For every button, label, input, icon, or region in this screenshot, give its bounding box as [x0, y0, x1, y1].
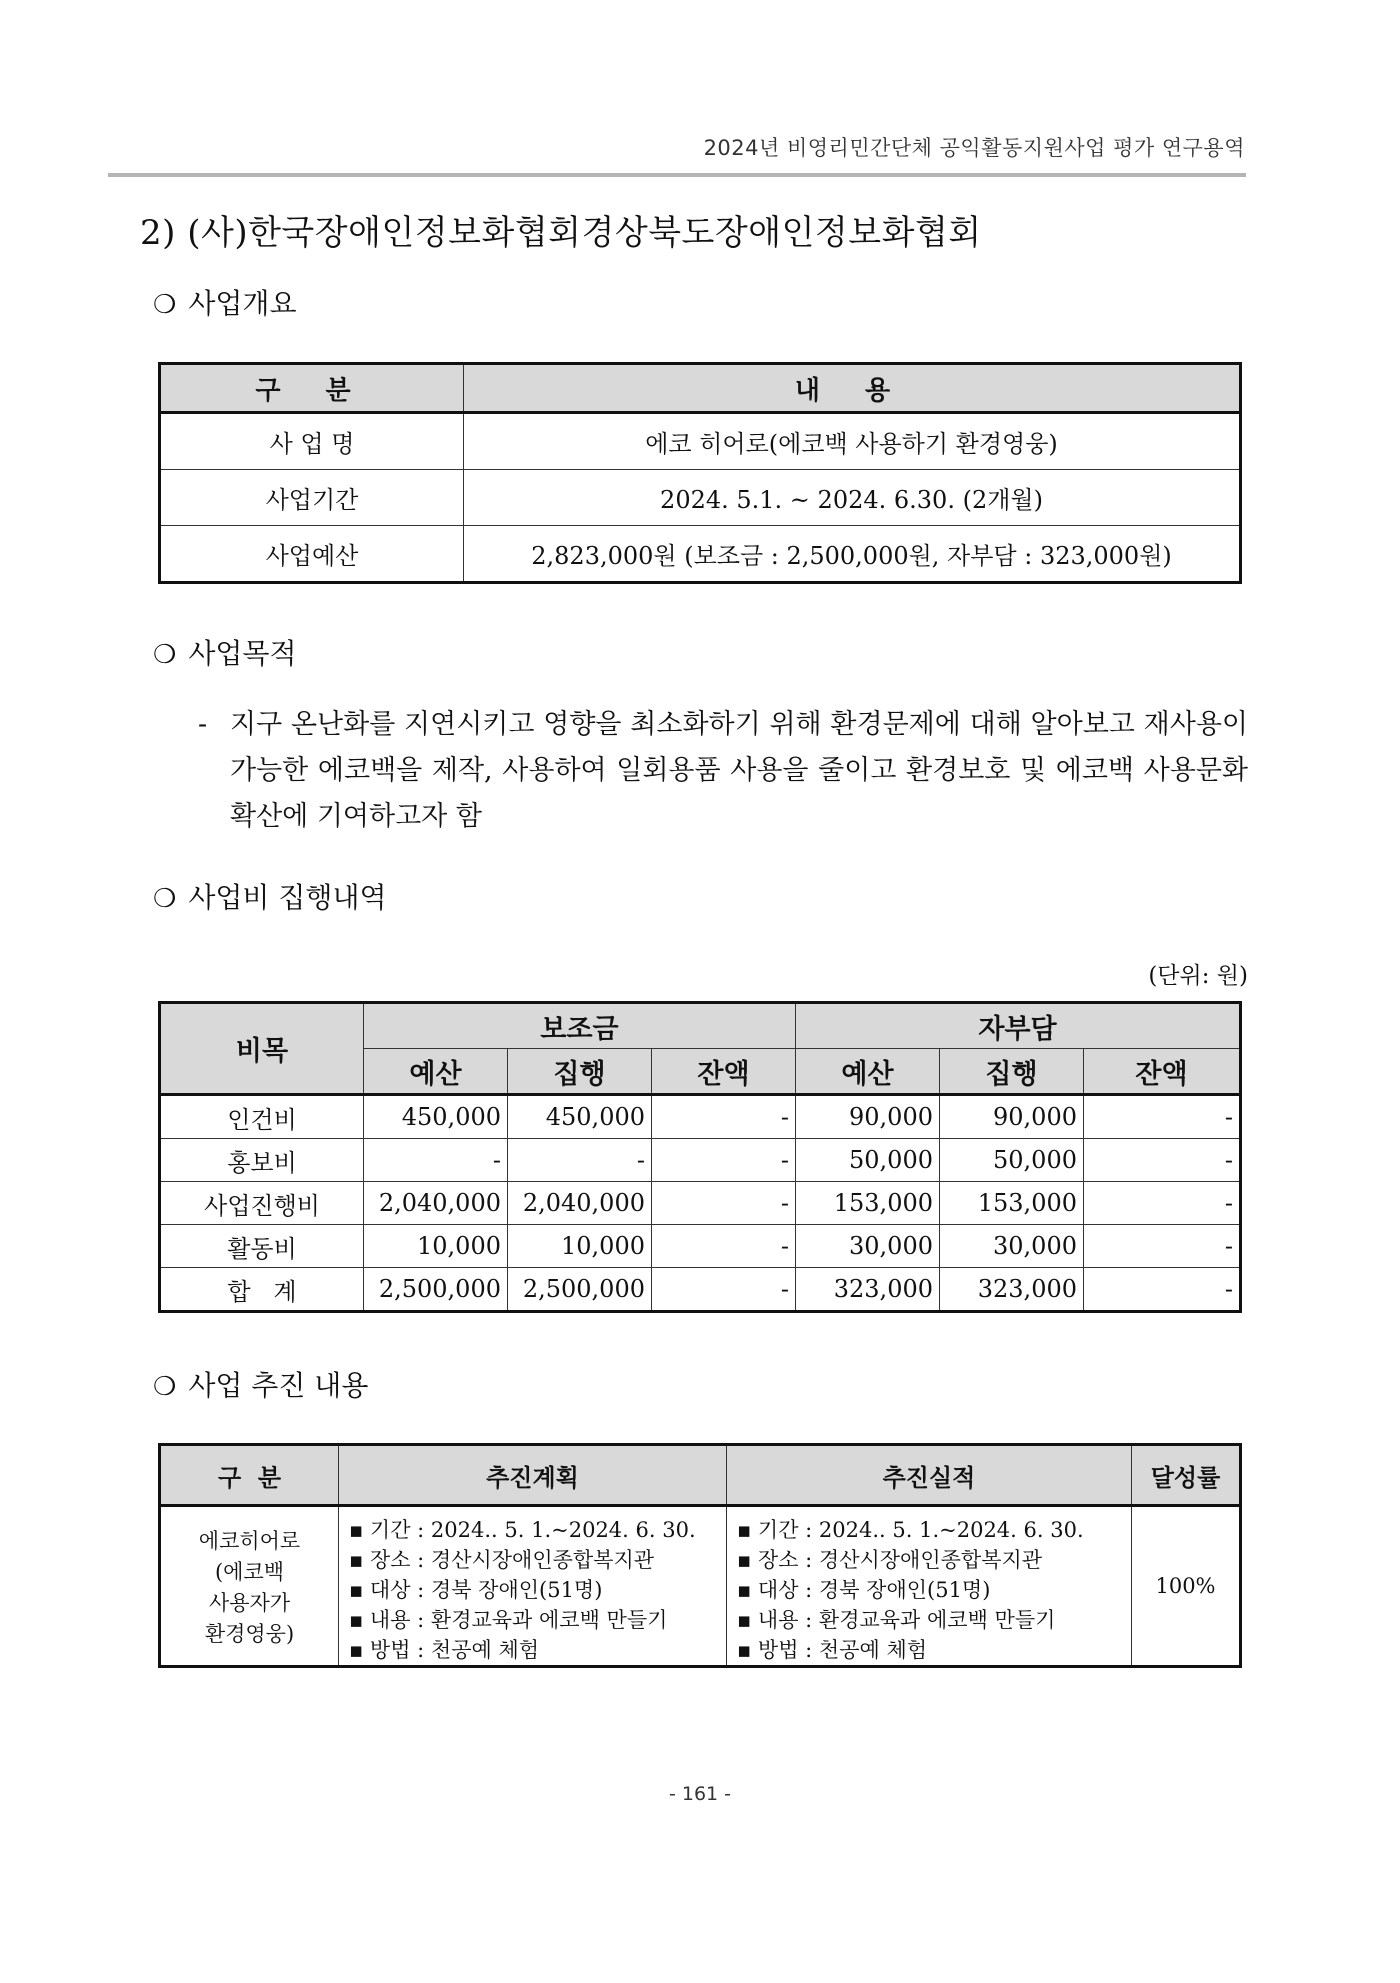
table-row — [160, 470, 1241, 526]
circle-bullet-icon: ❍ — [153, 640, 177, 670]
purpose-heading-text: 사업목적 — [188, 637, 297, 670]
overview-heading-text: 사업개요 — [188, 287, 297, 320]
table-cell: 2,500,000 — [508, 1268, 652, 1312]
expenses-heading — [153, 876, 387, 916]
progress-category-line: 사용자가 — [208, 1591, 291, 1615]
circle-bullet-icon: ❍ — [153, 290, 177, 320]
table-cell: 450,000 — [508, 1095, 652, 1139]
table-cell: - — [652, 1095, 796, 1139]
progress-result-line: ▪ 장소 : 경산시장애인종합복지관 — [737, 1548, 1043, 1572]
progress-category-line: 에코히어로 — [198, 1529, 301, 1553]
table-row — [160, 526, 1241, 583]
table-row — [160, 1095, 1241, 1139]
table-row — [160, 1139, 1241, 1182]
progress-heading — [153, 1364, 368, 1404]
table-cell: 2,500,000 — [364, 1268, 508, 1312]
progress-col-header-result: 추진실적 — [727, 1445, 1132, 1506]
table-cell: - — [1084, 1182, 1241, 1225]
table-cell: - — [1084, 1225, 1241, 1268]
unit-note: (단위: 원) — [1148, 963, 1248, 989]
purpose-text: 지구 온난화를 지연시키고 영향을 최소화하기 위해 환경문제에 대해 알아보고 재사용이 가능한 에코백을 제작, 사용하여 일회용품 사용을 줄이고 환경보호 및 에코백 사용문화 확산에 기여하고자 함 — [230, 709, 1248, 832]
progress-col-header-plan: 추진계획 — [339, 1445, 727, 1506]
table-cell: - — [652, 1182, 796, 1225]
circle-bullet-icon: ❍ — [153, 1372, 177, 1402]
overview-row-label: 사업기간 — [160, 470, 464, 526]
table-cell: 10,000 — [508, 1225, 652, 1268]
table-cell: 50,000 — [940, 1139, 1084, 1182]
table-cell: 90,000 — [796, 1095, 940, 1139]
expenses-item: 사업진행비 — [160, 1182, 364, 1225]
expenses-sub-header: 집행 — [508, 1049, 652, 1095]
overview-row-label: 사업예산 — [160, 526, 464, 583]
table-cell: - — [508, 1139, 652, 1182]
overview-heading — [153, 282, 297, 322]
table-cell: 30,000 — [796, 1225, 940, 1268]
progress-col-header-category: 구 분 — [160, 1445, 339, 1506]
purpose-paragraph — [198, 702, 1248, 840]
overview-row-value: 2024. 5.1. ~ 2024. 6.30. (2개월) — [464, 470, 1241, 526]
expenses-item: 홍보비 — [160, 1139, 364, 1182]
progress-col-header-rate: 달성률 — [1132, 1445, 1241, 1506]
expenses-group-header-subsidy: 보조금 — [364, 1003, 796, 1049]
table-cell: 90,000 — [940, 1095, 1084, 1139]
expenses-sub-header: 집행 — [940, 1049, 1084, 1095]
table-cell: - — [364, 1139, 508, 1182]
header-rule — [108, 173, 1246, 177]
progress-category — [160, 1506, 339, 1667]
dash-bullet: - — [198, 709, 208, 740]
progress-plan-line: ▪ 내용 : 환경교육과 에코백 만들기 — [349, 1608, 668, 1632]
table-cell: - — [1084, 1095, 1241, 1139]
circle-bullet-icon: ❍ — [153, 884, 177, 914]
section-title: 2) (사)한국장애인정보화협회경상북도장애인정보화협회 — [140, 213, 982, 253]
progress-result-line: ▪ 기간 : 2024.. 5. 1.~2024. 6. 30. — [737, 1518, 1084, 1542]
table-row — [160, 1506, 1241, 1667]
table-row — [160, 1182, 1241, 1225]
table-cell: 323,000 — [940, 1268, 1084, 1312]
table-cell: - — [1084, 1268, 1241, 1312]
progress-table — [158, 1443, 1242, 1668]
table-cell: 10,000 — [364, 1225, 508, 1268]
expenses-heading-text: 사업비 집행내역 — [188, 881, 387, 914]
table-cell: 2,040,000 — [508, 1182, 652, 1225]
progress-result-line: ▪ 대상 : 경북 장애인(51명) — [737, 1578, 991, 1602]
progress-result — [727, 1506, 1132, 1667]
table-row — [160, 413, 1241, 470]
expenses-item: 인건비 — [160, 1095, 364, 1139]
table-cell: 30,000 — [940, 1225, 1084, 1268]
expenses-sub-header: 예산 — [364, 1049, 508, 1095]
table-row — [160, 1225, 1241, 1268]
table-cell: 450,000 — [364, 1095, 508, 1139]
overview-table — [158, 362, 1242, 584]
progress-rate: 100% — [1132, 1506, 1241, 1667]
table-cell: 153,000 — [940, 1182, 1084, 1225]
running-header: 2024년 비영리민간단체 공익활동지원사업 평가 연구용역 — [703, 136, 1245, 160]
expenses-item: 합 계 — [160, 1268, 364, 1312]
progress-plan-line: ▪ 기간 : 2024.. 5. 1.~2024. 6. 30. — [349, 1518, 696, 1542]
overview-row-label: 사 업 명 — [160, 413, 464, 470]
progress-plan-line: ▪ 장소 : 경산시장애인종합복지관 — [349, 1548, 655, 1572]
table-row-total — [160, 1268, 1241, 1312]
expenses-sub-header: 잔액 — [1084, 1049, 1241, 1095]
progress-category-line: (에코백 — [214, 1560, 285, 1584]
overview-col-header-content: 내 용 — [464, 364, 1241, 413]
expenses-sub-header: 예산 — [796, 1049, 940, 1095]
overview-row-value: 2,823,000원 (보조금 : 2,500,000원, 자부담 : 323,000원) — [464, 526, 1241, 583]
table-cell: 50,000 — [796, 1139, 940, 1182]
expenses-sub-header: 잔액 — [652, 1049, 796, 1095]
table-cell: - — [652, 1225, 796, 1268]
table-cell: 323,000 — [796, 1268, 940, 1312]
overview-row-value: 에코 히어로(에코백 사용하기 환경영웅) — [464, 413, 1241, 470]
expenses-item-header: 비목 — [160, 1003, 364, 1095]
progress-heading-text: 사업 추진 내용 — [188, 1369, 369, 1402]
purpose-heading — [153, 632, 297, 672]
expenses-item: 활동비 — [160, 1225, 364, 1268]
progress-result-line: ▪ 방법 : 천공예 체험 — [737, 1638, 928, 1662]
expenses-group-header-self: 자부담 — [796, 1003, 1241, 1049]
progress-plan-line: ▪ 대상 : 경북 장애인(51명) — [349, 1578, 603, 1602]
table-cell: 2,040,000 — [364, 1182, 508, 1225]
table-cell: - — [652, 1268, 796, 1312]
table-cell: - — [1084, 1139, 1241, 1182]
progress-result-line: ▪ 내용 : 환경교육과 에코백 만들기 — [737, 1608, 1056, 1632]
expenses-table — [158, 1001, 1242, 1313]
table-cell: - — [652, 1139, 796, 1182]
progress-category-line: 환경영웅) — [204, 1622, 295, 1646]
overview-col-header-category: 구 분 — [160, 364, 464, 413]
progress-plan-line: ▪ 방법 : 천공예 체험 — [349, 1638, 540, 1662]
table-cell: 153,000 — [796, 1182, 940, 1225]
progress-plan — [339, 1506, 727, 1667]
page-number: - 161 - — [668, 1783, 732, 1805]
